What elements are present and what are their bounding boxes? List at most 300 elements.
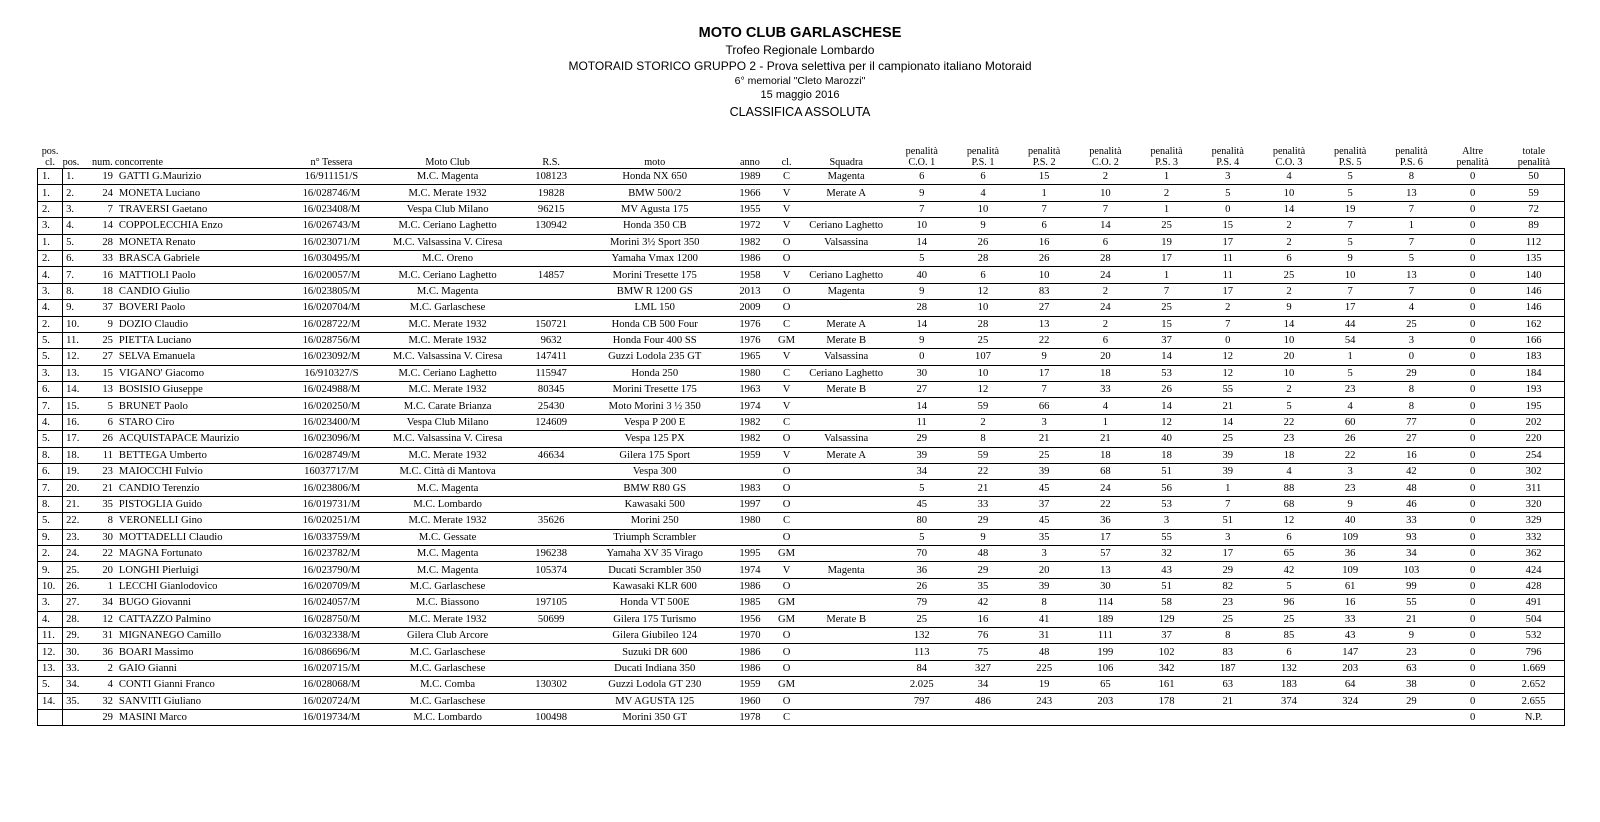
moto-club-cell: M.C. Garlaschese [374,660,520,676]
tessera-cell: 16/911151/S [289,169,375,185]
pos-cell: 10. [63,316,90,332]
squadra-cell: Valsassina [801,234,891,250]
moto-cell: Morini Tresette 175 [582,382,728,398]
co3-cell: 6 [1258,250,1319,266]
ps6-cell: 48 [1381,480,1442,496]
squadra-cell: Merate A [801,447,891,463]
ps1-cell: 9 [952,218,1013,234]
co1-cell: 79 [891,595,952,611]
totale-cell: 202 [1503,414,1564,430]
concorrente-cell: MONETA Renato [115,234,289,250]
squadra-cell: Ceriano Laghetto [801,267,891,283]
pos-cl-cell: 7. [38,480,63,496]
tessera-cell: 16/028746/M [289,185,375,201]
rs-cell: 14857 [521,267,582,283]
rs-cell: 19828 [521,185,582,201]
ps4-cell: 2 [1197,300,1258,316]
ps5-cell: 3 [1320,464,1381,480]
num-cell: 7 [90,201,115,217]
rs-cell: 100498 [521,709,582,725]
table-row [38,627,1565,643]
co3-cell: 10 [1258,365,1319,381]
anno-cell: 1958 [728,267,772,283]
co2-cell: 4 [1075,398,1136,414]
col-moto-club: Moto Club [374,143,520,169]
co3-cell: 96 [1258,595,1319,611]
ps3-cell: 40 [1136,431,1197,447]
ps3-cell: 14 [1136,398,1197,414]
moto-club-cell: M.C. Lombardo [374,496,520,512]
pos-cl-cell: 5. [38,677,63,693]
pos-cl-cell: 1. [38,185,63,201]
ps2-cell: 16 [1014,234,1075,250]
ps4-cell: 12 [1197,349,1258,365]
pos-cl-cell: 2. [38,545,63,561]
rs-cell [521,464,582,480]
pos-cell: 30. [63,644,90,660]
totale-cell: 362 [1503,545,1564,561]
ps6-cell: 13 [1381,267,1442,283]
pos-cl-cell: 7. [38,398,63,414]
concorrente-cell: MOTTADELLI Claudio [115,529,289,545]
totale-cell: 1.669 [1503,660,1564,676]
col-pos-cl: pos. cl. [38,143,63,169]
table-row [38,267,1565,283]
pos-cell: 21. [63,496,90,512]
co3-cell: 2 [1258,382,1319,398]
ps1-cell: 76 [952,627,1013,643]
moto-cell: Honda 250 [582,365,728,381]
ps5-cell: 43 [1320,627,1381,643]
table-row [38,529,1565,545]
totale-cell: 532 [1503,627,1564,643]
ps4-cell: 7 [1197,496,1258,512]
cl-cell: V [772,185,801,201]
co3-cell: 132 [1258,660,1319,676]
concorrente-cell: BRUNET Paolo [115,398,289,414]
ps2-cell: 26 [1014,250,1075,266]
moto-club-cell: M.C. Garlaschese [374,644,520,660]
altre-cell: 0 [1442,267,1503,283]
pos-cl-cell: 4. [38,611,63,627]
moto-club-cell: M.C. Merate 1932 [374,447,520,463]
pos-cl-cell: 12. [38,644,63,660]
totale-cell: 491 [1503,595,1564,611]
num-cell: 16 [90,267,115,283]
tessera-cell: 16/023408/M [289,201,375,217]
ps4-cell: 0 [1197,201,1258,217]
squadra-cell [801,595,891,611]
anno-cell: 1986 [728,660,772,676]
co3-cell: 68 [1258,496,1319,512]
rs-cell: 196238 [521,545,582,561]
ps2-cell: 25 [1014,447,1075,463]
results-body [38,169,1565,726]
moto-cell: Honda NX 650 [582,169,728,185]
ps5-cell: 109 [1320,562,1381,578]
ps6-cell: 55 [1381,595,1442,611]
ps3-cell: 1 [1136,201,1197,217]
co2-cell: 18 [1075,365,1136,381]
co3-cell: 4 [1258,464,1319,480]
num-cell: 26 [90,431,115,447]
pos-cell: 14. [63,382,90,398]
totale-cell: 220 [1503,431,1564,447]
co3-cell: 6 [1258,529,1319,545]
num-cell: 34 [90,595,115,611]
totale-cell: 146 [1503,283,1564,299]
table-row [38,480,1565,496]
tessera-cell: 16/020709/M [289,578,375,594]
ps2-cell: 27 [1014,300,1075,316]
anno-cell: 1978 [728,709,772,725]
co2-cell: 36 [1075,513,1136,529]
pos-cl-cell: 1. [38,169,63,185]
totale-cell: 193 [1503,382,1564,398]
altre-cell: 0 [1442,218,1503,234]
cl-cell: V [772,398,801,414]
ps1-cell: 10 [952,365,1013,381]
ps1-cell: 29 [952,562,1013,578]
num-cell: 32 [90,693,115,709]
moto-club-cell: M.C. Città di Mantova [374,464,520,480]
ps1-cell [952,709,1013,725]
rs-cell: 46634 [521,447,582,463]
tessera-cell: 16/023096/M [289,431,375,447]
moto-club-cell: M.C. Merate 1932 [374,382,520,398]
co3-cell: 23 [1258,431,1319,447]
pos-cl-cell: 11. [38,627,63,643]
pos-cell: 29. [63,627,90,643]
co1-cell: 10 [891,218,952,234]
ps5-cell: 60 [1320,414,1381,430]
cl-cell: C [772,709,801,725]
rs-cell [521,431,582,447]
rs-cell [521,496,582,512]
ps3-cell: 19 [1136,234,1197,250]
document-header [0,24,1600,120]
ps1-cell: 28 [952,316,1013,332]
ps5-cell: 26 [1320,431,1381,447]
ps3-cell: 18 [1136,447,1197,463]
squadra-cell [801,480,891,496]
num-cell: 13 [90,382,115,398]
table-row [38,513,1565,529]
ps1-cell: 16 [952,611,1013,627]
ps2-cell: 35 [1014,529,1075,545]
totale-cell: 162 [1503,316,1564,332]
ps4-cell: 1 [1197,480,1258,496]
ps2-cell: 6 [1014,218,1075,234]
ps1-cell: 26 [952,234,1013,250]
tessera-cell: 16/023092/M [289,349,375,365]
ps1-cell: 10 [952,201,1013,217]
totale-cell: 796 [1503,644,1564,660]
ps6-cell: 103 [1381,562,1442,578]
anno-cell: 1959 [728,447,772,463]
ps3-cell: 12 [1136,414,1197,430]
ps3-cell: 37 [1136,627,1197,643]
co1-cell: 9 [891,283,952,299]
ps5-cell: 44 [1320,316,1381,332]
concorrente-cell: MONETA Luciano [115,185,289,201]
co1-cell: 14 [891,398,952,414]
ps5-cell: 4 [1320,398,1381,414]
pos-cell: 19. [63,464,90,480]
ps2-cell: 225 [1014,660,1075,676]
ps2-cell: 39 [1014,464,1075,480]
col-altre-penalita: Altre penalità [1442,143,1503,169]
anno-cell: 1983 [728,480,772,496]
ps5-cell: 19 [1320,201,1381,217]
ps2-cell: 66 [1014,398,1075,414]
ps3-cell: 51 [1136,578,1197,594]
ps6-cell: 46 [1381,496,1442,512]
anno-cell: 1970 [728,627,772,643]
col-tessera: n° Tessera [289,143,375,169]
altre-cell: 0 [1442,513,1503,529]
num-cell: 14 [90,218,115,234]
ps1-cell: 59 [952,447,1013,463]
squadra-cell: Merate A [801,316,891,332]
ps4-cell: 11 [1197,250,1258,266]
totale-cell: 140 [1503,267,1564,283]
altre-cell: 0 [1442,414,1503,430]
pos-cell: 34. [63,677,90,693]
pos-cl-cell: 10. [38,578,63,594]
pos-cl-cell: 9. [38,562,63,578]
altre-cell: 0 [1442,316,1503,332]
concorrente-cell: TRAVERSI Gaetano [115,201,289,217]
tessera-cell: 16/023805/M [289,283,375,299]
co1-cell: 40 [891,267,952,283]
ps3-cell: 32 [1136,545,1197,561]
co1-cell: 2.025 [891,677,952,693]
table-row [38,693,1565,709]
tessera-cell: 16/032338/M [289,627,375,643]
co2-cell: 28 [1075,250,1136,266]
anno-cell: 1976 [728,316,772,332]
ps4-cell: 17 [1197,283,1258,299]
ps2-cell: 19 [1014,677,1075,693]
ps4-cell: 21 [1197,398,1258,414]
altre-cell: 0 [1442,660,1503,676]
altre-cell: 0 [1442,365,1503,381]
altre-cell: 0 [1442,545,1503,561]
col-rs: R.S. [521,143,582,169]
rs-cell: 150721 [521,316,582,332]
ps1-cell: 12 [952,382,1013,398]
ps2-cell: 1 [1014,185,1075,201]
totale-cell: 112 [1503,234,1564,250]
concorrente-cell: MAGNA Fortunato [115,545,289,561]
pos-cell: 26. [63,578,90,594]
pos-cl-cell: 13. [38,660,63,676]
anno-cell: 1989 [728,169,772,185]
pos-cl-cell: 3. [38,365,63,381]
cl-cell: O [772,644,801,660]
altre-cell: 0 [1442,431,1503,447]
rs-cell [521,250,582,266]
num-cell: 22 [90,545,115,561]
co1-cell: 5 [891,250,952,266]
ps1-cell: 12 [952,283,1013,299]
co1-cell: 7 [891,201,952,217]
moto-cell: Kawasaki 500 [582,496,728,512]
table-row [38,611,1565,627]
ps2-cell: 10 [1014,267,1075,283]
ps5-cell: 203 [1320,660,1381,676]
moto-cell: Guzzi Lodola GT 230 [582,677,728,693]
concorrente-cell: CANDIO Giulio [115,283,289,299]
moto-club-cell: M.C. Comba [374,677,520,693]
ps1-cell: 35 [952,578,1013,594]
pos-cl-cell: 8. [38,447,63,463]
altre-cell: 0 [1442,496,1503,512]
co3-cell: 10 [1258,332,1319,348]
ps6-cell: 77 [1381,414,1442,430]
co2-cell: 30 [1075,578,1136,594]
ps1-cell: 9 [952,529,1013,545]
co1-cell: 80 [891,513,952,529]
altre-cell: 0 [1442,464,1503,480]
table-row [38,644,1565,660]
ps6-cell: 16 [1381,447,1442,463]
anno-cell: 1986 [728,250,772,266]
totale-cell: 89 [1503,218,1564,234]
co2-cell: 24 [1075,267,1136,283]
classification-title: CLASSIFICA ASSOLUTA [729,105,871,119]
ps5-cell: 5 [1320,185,1381,201]
ps4-cell: 29 [1197,562,1258,578]
tessera-cell: 16/023790/M [289,562,375,578]
tessera-cell: 16/023071/M [289,234,375,250]
col-concorrente: concorrente [115,143,289,169]
ps5-cell: 17 [1320,300,1381,316]
table-row [38,398,1565,414]
tessera-cell: 16/023400/M [289,414,375,430]
moto-cell: Morini 350 GT [582,709,728,725]
table-row [38,447,1565,463]
altre-cell: 0 [1442,201,1503,217]
co1-cell: 6 [891,169,952,185]
tessera-cell: 16/028749/M [289,447,375,463]
co2-cell: 111 [1075,627,1136,643]
ps5-cell: 36 [1320,545,1381,561]
table-row [38,709,1565,725]
co3-cell: 65 [1258,545,1319,561]
totale-cell: 59 [1503,185,1564,201]
pos-cell: 20. [63,480,90,496]
moto-club-cell: M.C. Merate 1932 [374,316,520,332]
co3-cell: 374 [1258,693,1319,709]
ps3-cell: 53 [1136,496,1197,512]
cl-cell: C [772,513,801,529]
pos-cell: 13. [63,365,90,381]
pos-cell: 27. [63,595,90,611]
ps5-cell: 5 [1320,365,1381,381]
cl-cell: O [772,660,801,676]
anno-cell: 1974 [728,562,772,578]
concorrente-cell: CANDIO Terenzio [115,480,289,496]
concorrente-cell: MIGNANEGO Camillo [115,627,289,643]
squadra-cell [801,398,891,414]
col-pos: pos. [63,143,90,169]
ps4-cell: 82 [1197,578,1258,594]
pos-cell: 8. [63,283,90,299]
pos-cell: 5. [63,234,90,250]
cl-cell: V [772,349,801,365]
tessera-cell: 16/023806/M [289,480,375,496]
anno-cell: 2009 [728,300,772,316]
co1-cell: 28 [891,300,952,316]
concorrente-cell: GATTI G.Maurizio [115,169,289,185]
ps2-cell: 83 [1014,283,1075,299]
ps1-cell: 6 [952,267,1013,283]
altre-cell: 0 [1442,709,1503,725]
co2-cell: 6 [1075,234,1136,250]
concorrente-cell: VIGANO' Giacomo [115,365,289,381]
squadra-cell: Magenta [801,283,891,299]
pos-cl-cell: 5. [38,349,63,365]
altre-cell: 0 [1442,169,1503,185]
ps1-cell: 10 [952,300,1013,316]
tessera-cell: 16/028722/M [289,316,375,332]
ps4-cell: 12 [1197,365,1258,381]
co2-cell: 68 [1075,464,1136,480]
pos-cl-cell: 1. [38,234,63,250]
moto-cell: BMW R 1200 GS [582,283,728,299]
num-cell: 1 [90,578,115,594]
cl-cell: O [772,578,801,594]
rs-cell: 147411 [521,349,582,365]
tessera-cell: 16/028756/M [289,332,375,348]
pos-cell: 4. [63,218,90,234]
moto-club-cell: M.C. Valsassina V. Ciresa [374,234,520,250]
co2-cell: 2 [1075,283,1136,299]
moto-club-cell: M.C. Valsassina V. Ciresa [374,431,520,447]
ps1-cell: 4 [952,185,1013,201]
moto-club-cell: M.C. Garlaschese [374,693,520,709]
ps4-cell: 51 [1197,513,1258,529]
tessera-cell: 16/020251/M [289,513,375,529]
co1-cell: 39 [891,447,952,463]
rs-cell [521,578,582,594]
ps5-cell: 23 [1320,480,1381,496]
table-row [38,218,1565,234]
pos-cell: 1. [63,169,90,185]
ps5-cell: 7 [1320,218,1381,234]
rs-cell: 9632 [521,332,582,348]
ps6-cell: 7 [1381,234,1442,250]
ps6-cell: 9 [1381,627,1442,643]
pos-cell: 24. [63,545,90,561]
ps3-cell: 1 [1136,169,1197,185]
rs-cell: 130942 [521,218,582,234]
tessera-cell: 16/020250/M [289,398,375,414]
ps1-cell: 48 [952,545,1013,561]
ps2-cell: 45 [1014,513,1075,529]
ps3-cell: 53 [1136,365,1197,381]
ps6-cell: 38 [1381,677,1442,693]
moto-cell: Yamaha XV 35 Virago [582,545,728,561]
anno-cell: 1965 [728,349,772,365]
ps3-cell: 3 [1136,513,1197,529]
table-row [38,382,1565,398]
ps1-cell: 34 [952,677,1013,693]
col-penalita-ps3: penalità P.S. 3 [1136,143,1197,169]
co2-cell: 1 [1075,414,1136,430]
